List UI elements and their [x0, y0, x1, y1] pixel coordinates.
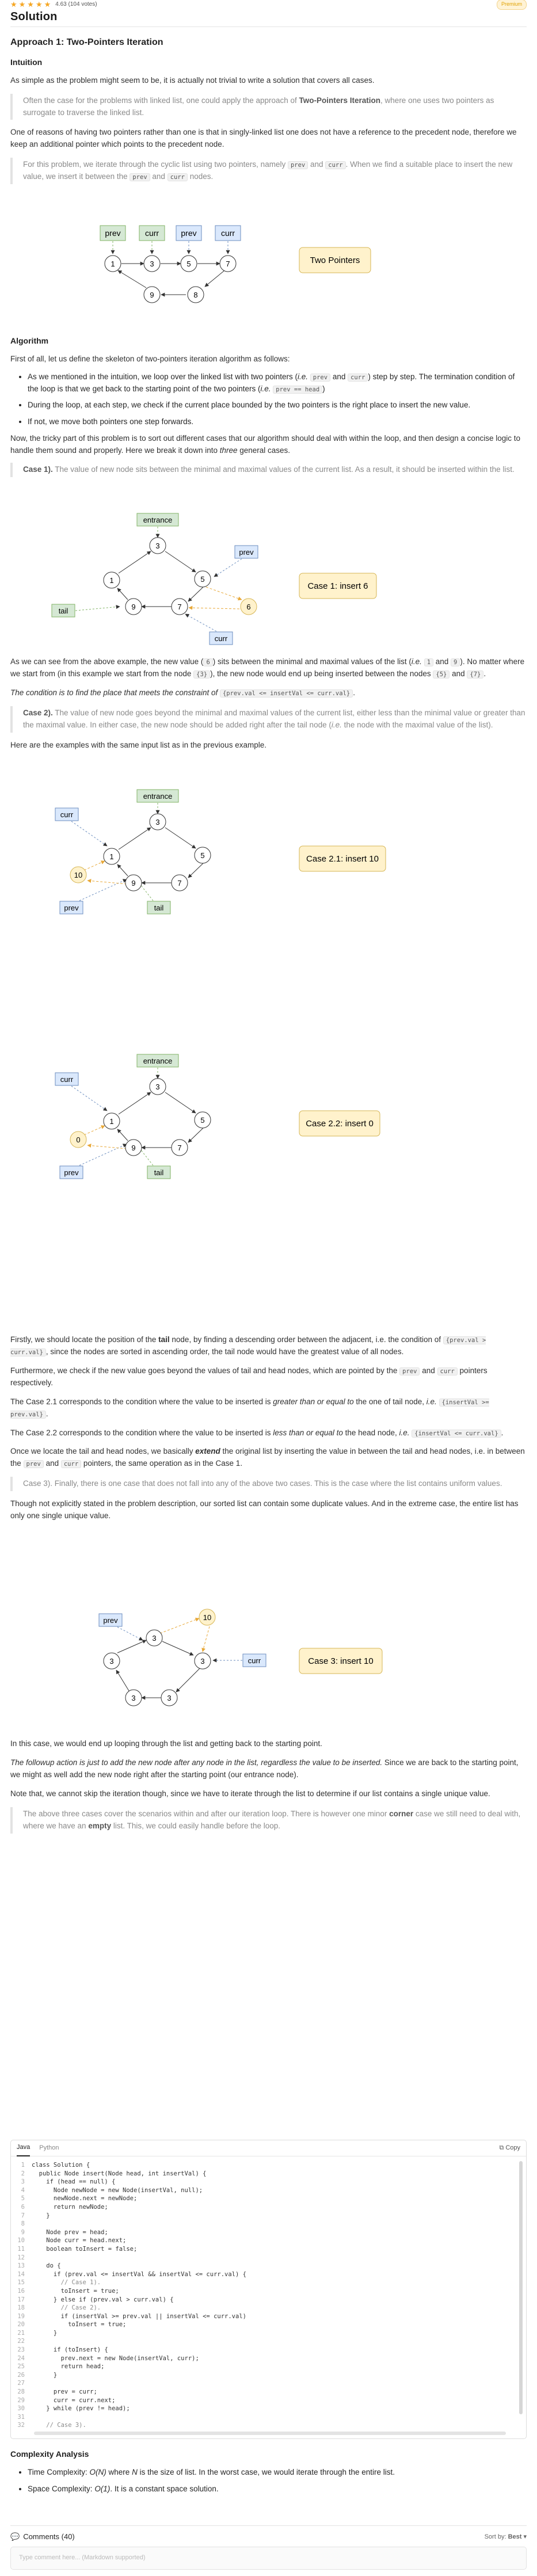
page-title: Solution	[10, 10, 58, 23]
case-label: Case 1: insert 6	[307, 581, 368, 591]
code-line	[11, 2262, 526, 2270]
code-line	[11, 2337, 526, 2346]
svg-text:tail: tail	[154, 1168, 164, 1177]
svg-text:3: 3	[155, 542, 160, 550]
case-label: Case 2.1: insert 10	[306, 854, 379, 864]
star-rating[interactable]: ★★★★★	[10, 0, 53, 9]
algorithm-section: Algorithm First of all, let us define the skeleton of two-pointers iteration algorithm as follows: • As we mentioned in the intuition, we loop over the linked list with two pointers (i.e. prev and curr ) step by step. The termination condition of the loop is that we get back to the starting point of the two pointers (i.e. prev == head ) • During the loop, at each step, we check if the current place bounded by the two pointers is the right place to insert the new value. • If not, we move both pointers one step forwards. Now, the tricky part of this problem is to sort out different cases that our algorithm should deal with within the loop, and then design a concise logic to handle them sound and properly. Here we break it down into three general cases. Case 1). The value of new node sits between the minimal and maximal values of the current list. As a result, it should be inserted within the list.	[10, 335, 527, 477]
case3-diagram	[0, 1606, 537, 1721]
line-text: if (toInsert) {	[32, 2346, 108, 2354]
code-line	[11, 2278, 526, 2287]
case-label: Case 2.2: insert 0	[306, 1119, 374, 1129]
svg-text:1: 1	[109, 576, 114, 585]
line-text: prev.next = new Node(insertVal, curr);	[32, 2354, 199, 2362]
case1-section: As we can see from the above example, the new value ( 6 ) sits between the minimal and maximal values of the list (i.e. 1 and 9 ). No matter where we start from (in this example we start from the node {3} ), the new node would end up being inserted between the nodes {5} and {7} . The condition is to find the place that meets the constraint of {prev.val <= insertVal <= curr.val} . Case 2). The value of new node goes beyond the minimal and maximal values of the current list, either less than the minimal value or greater than the maximal value. In either case, the new node should be added right after the tail node (i.e. the node with the maximal value of the list). Here are the examples with the same input list as in the previous example.	[10, 656, 527, 752]
line-number: 22	[17, 2338, 25, 2345]
copy-button[interactable]: ⧉ Copy	[499, 2144, 520, 2151]
line-text: if (insertVal >= prev.val || insertVal <= curr.val)	[32, 2312, 246, 2320]
svg-text:5: 5	[200, 851, 205, 860]
sort-dropdown[interactable]: Sort by: Best ▾	[484, 2533, 527, 2540]
entrance-label: entrance	[143, 516, 173, 524]
case1-diagram	[0, 512, 537, 649]
line-text: if (head == null) {	[32, 2178, 116, 2186]
code-line	[11, 2421, 526, 2430]
prev-pointer-label: prev	[105, 228, 121, 238]
two-pointers-diagram	[0, 224, 537, 325]
comments-title: Comments (40)	[23, 2532, 75, 2541]
code-line	[11, 2212, 526, 2220]
rating-bar	[0, 0, 537, 9]
svg-text:curr: curr	[247, 1656, 261, 1665]
line-number: 17	[17, 2296, 25, 2303]
code-line	[11, 2354, 526, 2363]
code-line	[11, 2388, 526, 2396]
line-number: 11	[17, 2245, 25, 2253]
line-number: 4	[21, 2186, 25, 2194]
svg-text:5: 5	[200, 1116, 205, 1125]
code-line	[11, 2270, 526, 2279]
line-number: 12	[17, 2254, 25, 2261]
svg-text:1: 1	[109, 1117, 114, 1126]
line-text: }	[32, 2329, 58, 2337]
complexity-section	[10, 2448, 527, 2500]
intuition-paragraph-1: As simple as the problem might seem to be, it is actually not trivial to write a solution that covers all cases.	[10, 75, 375, 85]
code-line	[11, 2404, 526, 2413]
case2-note: Case 2). The value of new node goes beyond the minimal and maximal values of the current list, either less than the minimal value or greater than the maximal value. In either case, the new node should be added right after the tail node (i.e. the node with the maximal value of the list).	[10, 706, 527, 733]
line-text: }	[32, 2212, 50, 2219]
case1-note: Case 1). The value of new node sits between the minimal and maximal values of the current list. As a result, it should be inserted within the list.	[10, 463, 527, 477]
intuition-heading: Intuition	[10, 58, 43, 67]
line-number: 10	[17, 2237, 25, 2245]
svg-text:9: 9	[131, 879, 136, 887]
premium-badge: Premium	[497, 0, 527, 10]
svg-text:3: 3	[109, 1657, 114, 1666]
svg-text:7: 7	[226, 260, 230, 268]
curr-pointer-label: curr	[144, 228, 159, 238]
code-line	[11, 2220, 526, 2228]
svg-text:6: 6	[246, 603, 251, 611]
intuition-note-2: For this problem, we iterate through the cyclic list using two pointers, namely prev and curr . When we find a suitable place to insert the new value, we insert it between the prev and curr nodes.	[10, 158, 527, 184]
case3-section: In this case, we would end up looping through the list and getting back to the starting point. The followup action is just to add the new node after any node in the list, regardless the value to be inserted. Since we are back to the starting point, we might as well add the new node right after the starting point (our entrance node). Note that, we cannot skip the iteration though, since we have to iterate through the list to determine if our list contains a single unique value. The above three cases cover the scenarios within and after our iteration loop. There is however one minor corner case we still need to deal with, where we have an empty list. This, we could easily handle before the loop.	[10, 1738, 527, 1834]
svg-text:3: 3	[155, 1083, 160, 1091]
code-line	[11, 2254, 526, 2262]
code-line	[11, 2194, 526, 2203]
case3-note: Case 3). Finally, there is one case that does not fall into any of the above two cases. This is the case where the list contains uniform values.	[10, 1477, 527, 1491]
line-number: 27	[17, 2380, 25, 2387]
line-number: 19	[17, 2312, 25, 2320]
line-text: Node curr = head.next;	[32, 2237, 127, 2245]
code-line	[11, 2362, 526, 2371]
list-item: • As we mentioned in the intuition, we loop over the linked list with two pointers (i.e. prev and curr ) step by step. The termination condition of the loop is that we get back to the starting point of the two pointers (i.e. prev == head )	[28, 371, 527, 395]
code-vertical-scrollbar[interactable]	[519, 2161, 523, 2414]
svg-text:7: 7	[177, 603, 182, 611]
line-number: 18	[17, 2304, 25, 2312]
code-horizontal-scrollbar[interactable]	[34, 2432, 506, 2435]
svg-text:7: 7	[177, 879, 182, 887]
line-text: public Node insert(Node head, int insertVal) {	[32, 2170, 207, 2177]
line-number: 3	[21, 2178, 25, 2186]
svg-text:prev: prev	[103, 1616, 118, 1625]
line-text: if (prev.val <= insertVal && insertVal <= curr.val) {	[32, 2270, 246, 2278]
line-text: } while (prev != head);	[32, 2405, 130, 2413]
comments-header	[10, 2531, 527, 2543]
line-number: 2	[21, 2170, 25, 2177]
tab-java[interactable]: Java	[17, 2140, 30, 2156]
intuition-paragraph-2: One of reasons of having two pointers rather than one is that in singly-linked list one does not have a reference to the precedent node, therefore we keep an additional pointer which points to the precedent node.	[10, 128, 517, 149]
divider	[10, 26, 527, 27]
line-text: }	[32, 2371, 58, 2379]
prev-label: prev	[239, 548, 254, 557]
approach-heading: Approach 1: Two-Pointers Iteration	[10, 37, 163, 47]
svg-text:3: 3	[155, 818, 160, 826]
code-line	[11, 2296, 526, 2304]
svg-text:9: 9	[150, 291, 154, 299]
line-number: 6	[21, 2203, 25, 2211]
intuition-section	[10, 56, 527, 184]
svg-text:7: 7	[177, 1144, 182, 1152]
line-number: 16	[17, 2287, 25, 2295]
svg-text:prev: prev	[64, 1168, 79, 1177]
line-number: 23	[17, 2346, 25, 2354]
code-line	[11, 2346, 526, 2354]
code-line	[11, 2413, 526, 2422]
svg-text:curr: curr	[60, 1075, 74, 1084]
svg-text:curr: curr	[60, 810, 74, 819]
line-text: prev = curr;	[32, 2388, 97, 2396]
svg-text:9: 9	[131, 1144, 136, 1152]
algorithm-steps	[10, 371, 527, 429]
line-number: 14	[17, 2270, 25, 2278]
divider	[10, 2525, 527, 2526]
tail-label: tail	[58, 607, 68, 615]
svg-text:1: 1	[111, 260, 115, 268]
svg-text:entrance: entrance	[143, 1057, 173, 1065]
svg-text:10: 10	[74, 871, 83, 879]
line-number: 25	[17, 2363, 25, 2371]
line-number: 8	[21, 2220, 25, 2228]
code-line	[11, 2170, 526, 2178]
curr-label: curr	[214, 634, 228, 643]
line-text: // Case 1).	[32, 2279, 101, 2287]
list-item: • Time Complexity: O(N) where N is the size of list. In the worst case, we would iterate through the entire list.	[28, 2467, 527, 2479]
list-item: • If not, we move both pointers one step forwards.	[28, 416, 527, 428]
tab-python[interactable]: Python	[39, 2144, 59, 2151]
intuition-note-1: Often the case for the problems with linked list, one could apply the approach of Two-Pointers Iteration, where one uses two pointers as surrogate to traverse the linked list.	[10, 94, 527, 120]
line-number: 7	[21, 2212, 25, 2219]
line-text: curr = curr.next;	[32, 2396, 116, 2404]
line-number: 5	[21, 2195, 25, 2202]
code-line	[11, 2329, 526, 2338]
line-number: 24	[17, 2354, 25, 2362]
code-tabs	[11, 2140, 526, 2156]
line-number: 32	[17, 2422, 25, 2429]
case-label: Case 3: insert 10	[308, 1656, 374, 1666]
comment-input[interactable]: Type comment here... (Markdown supported)	[10, 2547, 527, 2570]
line-text: // Case 2).	[32, 2304, 101, 2312]
svg-text:0: 0	[76, 1135, 81, 1144]
svg-text:3: 3	[200, 1657, 205, 1666]
svg-text:3: 3	[152, 1634, 157, 1643]
list-item: • Space Complexity: O(1). It is a constant space solution.	[28, 2483, 527, 2495]
line-text: return head;	[32, 2363, 105, 2371]
code-line	[11, 2379, 526, 2388]
line-number: 28	[17, 2388, 25, 2396]
svg-text:5: 5	[200, 575, 205, 584]
code-line	[11, 2371, 526, 2380]
svg-text:9: 9	[131, 603, 136, 611]
line-number: 1	[21, 2162, 25, 2169]
code-line	[11, 2320, 526, 2329]
case-label: Two Pointers	[310, 256, 360, 265]
code-line	[11, 2312, 526, 2321]
rating-value: 4.63 (104 votes)	[55, 1, 97, 8]
curr-pointer-label-2: curr	[220, 228, 235, 238]
chevron-down-icon: ▾	[523, 2533, 527, 2540]
algorithm-heading: Algorithm	[10, 336, 49, 345]
case2-1-diagram	[0, 788, 537, 922]
code-line	[11, 2396, 526, 2405]
svg-text:prev: prev	[64, 904, 79, 912]
code-block	[10, 2140, 527, 2439]
svg-text:3: 3	[167, 1694, 172, 1702]
line-text: boolean toInsert = false;	[32, 2245, 138, 2253]
corner-case-note: The above three cases cover the scenarios within and after our iteration loop. There is however one minor corner case we still need to deal with, where we have an empty list. This, we could easily handle before the loop.	[10, 1807, 527, 1834]
code-line	[11, 2228, 526, 2237]
line-text: return newNode;	[32, 2203, 108, 2211]
svg-text:entrance: entrance	[143, 792, 173, 801]
comment-icon: 💬	[10, 2532, 20, 2541]
svg-text:10: 10	[203, 1613, 212, 1622]
line-text: // Case 3).	[32, 2422, 86, 2429]
svg-text:1: 1	[109, 852, 114, 861]
copy-icon: ⧉	[499, 2144, 504, 2151]
line-number: 29	[17, 2396, 25, 2404]
svg-text:5: 5	[186, 260, 191, 268]
case2-2-diagram	[0, 1053, 537, 1187]
line-text: } else if (prev.val > curr.val) {	[32, 2296, 174, 2303]
code-line	[11, 2178, 526, 2186]
line-text: toInsert = true;	[32, 2321, 127, 2329]
code-line	[11, 2245, 526, 2254]
code-line	[11, 2287, 526, 2296]
line-number: 13	[17, 2262, 25, 2270]
line-number: 20	[17, 2321, 25, 2329]
code-line	[11, 2203, 526, 2212]
line-text: class Solution {	[32, 2162, 90, 2169]
svg-text:tail: tail	[154, 904, 164, 912]
line-number: 9	[21, 2228, 25, 2236]
line-number: 30	[17, 2405, 25, 2413]
svg-text:8: 8	[193, 291, 198, 299]
prev-pointer-label-2: prev	[181, 228, 197, 238]
code-line	[11, 2304, 526, 2312]
line-number: 15	[17, 2279, 25, 2287]
line-number: 31	[17, 2413, 25, 2421]
line-text: Node prev = head;	[32, 2228, 108, 2236]
case2-section: Firstly, we should locate the position of the tail node, by finding a descending order between the adjacent, i.e. the condition of {prev.val > curr.val} , since the nodes are sorted in ascending order, the tail node would have the greatest value of all nodes. Furthermore, we check if the new value goes beyond the values of tail and head nodes, which are pointed by the prev and curr pointers respectively. The Case 2.1 corresponds to the condition where the value to be inserted is greater than or equal to the one of tail node, i.e. {insertVal >= prev.val} . The Case 2.2 corresponds to the condition where the value to be inserted is less than or equal to the head node, i.e. {insertVal <= curr.val} . Once we locate the tail and head nodes, we basically extend the original list by inserting the value in between the tail and head nodes, i.e. in between the prev and curr pointers, the same operation as in the Case 1. Case 3). Finally, there is one case that does not fall into any of the above two cases. This is the case where the list contains uniform values. Though not explicitly stated in the problem description, our sorted list can contain some duplicate values. And in the extreme case, the entire list has only one single unique value.	[10, 1334, 527, 1522]
line-number: 21	[17, 2329, 25, 2337]
code-content	[11, 2156, 526, 2430]
line-text: Node newNode = new Node(insertVal, null);	[32, 2186, 203, 2194]
line-text: toInsert = true;	[32, 2287, 119, 2295]
line-number: 26	[17, 2371, 25, 2379]
list-item: • During the loop, at each step, we check if the current place bounded by the two pointers is the right place to insert the new value.	[28, 399, 527, 411]
complexity-heading: Complexity Analysis	[10, 2449, 89, 2459]
code-line	[11, 2161, 526, 2170]
line-text: newNode.next = newNode;	[32, 2195, 138, 2202]
line-text: do {	[32, 2262, 61, 2270]
code-line	[11, 2186, 526, 2195]
code-line	[11, 2236, 526, 2245]
svg-text:3: 3	[150, 260, 154, 268]
svg-text:3: 3	[131, 1694, 136, 1702]
